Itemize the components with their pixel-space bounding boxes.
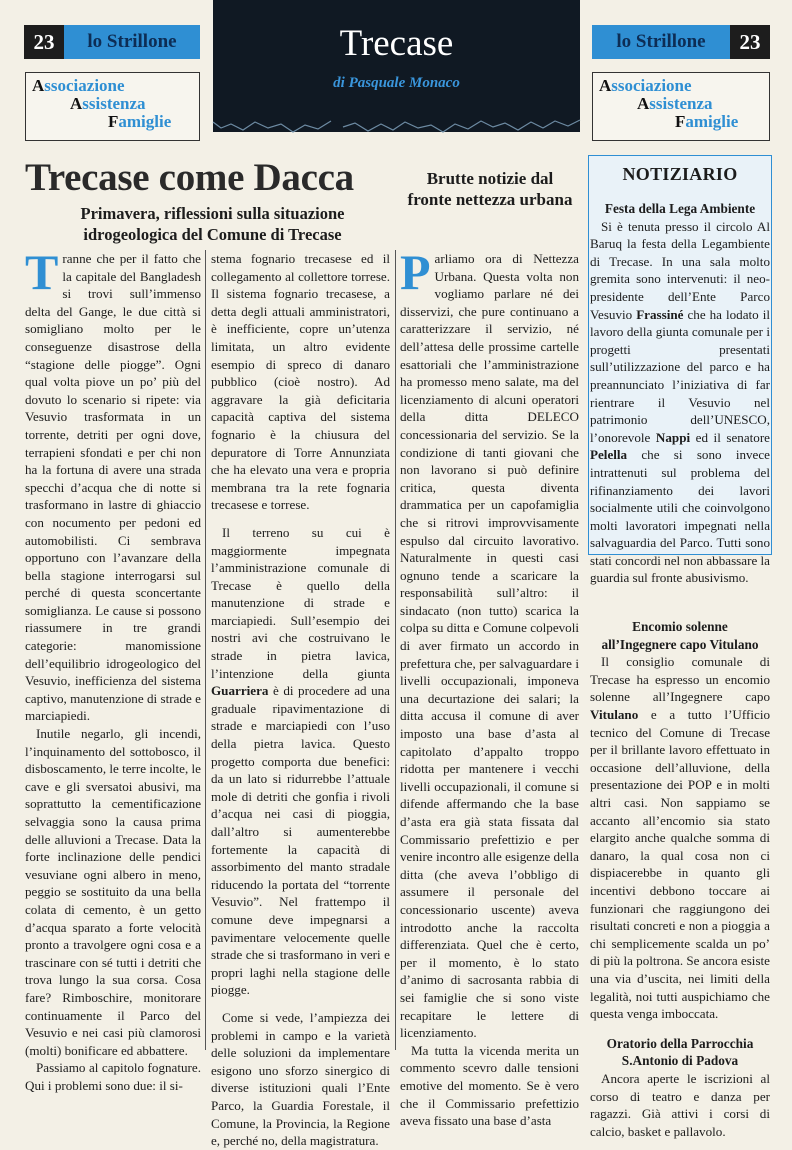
bold-name: Frassiné bbox=[636, 306, 684, 322]
article-paragraph bbox=[211, 524, 390, 999]
bold-name: Pelella bbox=[590, 447, 628, 463]
article-paragraph bbox=[25, 244, 201, 725]
text: Il consiglio comunale di Trecase ha espresso un encomio solenne all’Ingegnere capo bbox=[590, 654, 770, 705]
torn-edge-decoration bbox=[213, 112, 580, 138]
news-item-heading: S.Antonio di Padova bbox=[621, 1053, 739, 1069]
news-item bbox=[590, 1035, 770, 1141]
article-paragraph: stema fognario trecasese ed il collegamento al collettore torrese. Il sistema fognario trecasese, a detta degli attuali amministratori, è inefficiente, copre un’utenza limitata, un altro evidente esempio di spreco di danaro pubblico (cioè nostro). Ad aggravare la già deficitaria capacità captiva del sistema fognario è la chiusura del depuratore di Torre Annunziata che ha elevato una vera e propria membrana tra la rete fognaria trecasese e torrese. bbox=[211, 251, 390, 513]
news-item-heading: Encomio solenne bbox=[632, 619, 728, 635]
article-paragraph: Inutile negarlo, gli incendi, l’inquinamento del sottobosco, il disboscamento, le terre incolte, le cave e gli sversatoi abusivi, ma soprattutto la cementificazione selvaggia sono la causa prima delle alluvioni a Trecase. Data la forte inclinazione delle pendici vesuviane ogni albero in meno, peggio se sostituito da una bella colata di cemento, è un getto d’acqua sparato a forte velocità pronto a travolgere ogni cosa e a trascinare con sé tutti i detriti che trova lungo la sua corsa. Cosa fare? Rimboschire, monitorare continuamente il Parco del Vesuvio e nei casi più clamorosi (molti) bonificare ed abbattere. bbox=[25, 726, 201, 1058]
assoc-initial: A bbox=[599, 76, 612, 95]
text: e a tutto l’Ufficio tecnico del Comune di Trecase per il brillante lavoro effettuato in occasione dell’alluvione, della presentazione dei POP e in molti altri casi. Non sappiamo se accanto all’encomio sia stato elargito anche qualche somma di danaro, la qual cosa non ci dispiacerebbe in quanto gli incentivi debbono toccare ai funzionari che raggiungono dei risultati concreti e non a pioggia a chi semplicemente scalda un po’ di più la poltrona. Se ancora esiste una via d’uscita, nei limiti della legalità, noi tutti auspichiamo che questa venga imboccata. bbox=[590, 707, 770, 1022]
section-name-right: lo Strillone bbox=[592, 25, 730, 59]
drop-cap: T bbox=[25, 244, 59, 300]
news-item-text bbox=[590, 653, 770, 1022]
assoc-initial: F bbox=[675, 112, 686, 131]
news-item-heading: Oratorio della Parrocchia bbox=[606, 1035, 754, 1051]
assoc-word: ssociazione bbox=[611, 76, 692, 95]
assoc-initial: A bbox=[70, 94, 83, 113]
byline: di Pasquale Monaco bbox=[333, 75, 460, 91]
assoc-initial: F bbox=[108, 112, 119, 131]
news-item-text: Ancora aperte le iscrizioni al corso di teatro e danza per ragazzi. Già attivi i corsi di calcio, basket e pallavolo. bbox=[590, 1070, 770, 1139]
notiziario-title: NOTIZIARIO bbox=[622, 164, 738, 184]
column-divider bbox=[205, 250, 206, 1050]
paragraph-text: è di procedere ad una graduale ripavimentazione di strade e marciapiedi con l’uso della pietra lavica. Questo progetto comporta due benefici: da un lato si ridurrebbe l’attuale mole di detriti che gonfia i rivoli d’acqua nei casi di pioggia, dall’altro si aumenterebbe fortemente la capacità di assorbimento del manto stradale riducendo la portata del “torrente Vesuvio”. Nel frattempo il comune deve impegnarsi a pavimentare velocemente quelle strade che si trasformano in veri e propri laghi nella stagione delle piogge. bbox=[211, 683, 390, 998]
article-subheadline: Primavera, riflessioni sulla situazione idrogeologica del Comune di Trecase bbox=[80, 204, 345, 244]
news-item-text bbox=[590, 218, 770, 587]
paragraph-text: ranne che per il fatto che la capitale del Bangladesh si trovi sull’immenso delta del Gange, le due città si somigliano molto per le conseguenze disastrose della “stagione delle piogge”. Ogni qual volta piove un po’ più del dovuto lo scenario si ripete: via Vesuvio trasformata in un torrente, detriti per ogni dove, terrapieni sfondati e per chi non ha la fortuna di avere una strada specchi d’acqua che di notte si trasformano in lastre di ghiaccio con nocumento per pedoni ed automobilisti. Ci sembrava opportuno con l’avanzare della bella stagione interrogarsi sul perché di questa sconcertante somiglianza. Le cause si possono riassumere in tre grandi categorie: manomissione dell’equilibrio idrogeologico del Vesuvio, inefficienza del sistema captivo, manutenzione di strade e marciapiedi. bbox=[25, 251, 201, 724]
paragraph-text: Il terreno su cui è maggiormente impegnata l’amministrazione comunale di Trecase è quello della manutenzione di strade e marciapiedi. Sull’esempio dei nostri avi che costruivano le strade in pietra lavica, l’intenzione della giunta bbox=[211, 524, 390, 681]
page-number-left: 23 bbox=[24, 25, 64, 59]
article-paragraph: Ma tutta la vicenda merita un commento scevro dalle tensioni emotive del momento. Se è vero che il Commissario prefettizio aveva fissato una base d’asta bbox=[400, 1042, 579, 1129]
news-item bbox=[590, 200, 770, 587]
assoc-word: ssociazione bbox=[44, 76, 125, 95]
article-headline: Trecase come Dacca bbox=[25, 156, 354, 199]
assoc-word: amiglie bbox=[685, 112, 739, 131]
association-box-left bbox=[25, 72, 200, 141]
assoc-initial: A bbox=[637, 94, 650, 113]
article-paragraph bbox=[400, 244, 579, 1042]
section-name-left: lo Strillone bbox=[64, 25, 200, 59]
side-article-headline: Brutte notizie dal fronte nettezza urbana bbox=[407, 169, 573, 209]
page-header-right bbox=[592, 25, 770, 59]
news-item-heading: all’Ingegnere capo Vitulano bbox=[601, 636, 759, 652]
side-article-column bbox=[400, 244, 579, 1130]
masthead-title: Trecase bbox=[339, 23, 454, 64]
article-column-2 bbox=[211, 250, 390, 1150]
page-number-right: 23 bbox=[730, 25, 770, 59]
association-box-right bbox=[592, 72, 770, 141]
assoc-word: ssistenza bbox=[82, 94, 146, 113]
bold-name: Vitulano bbox=[590, 707, 639, 723]
column-divider bbox=[395, 250, 396, 1050]
text: che ha lodato il lavoro della giunta comunale per i progetti presentati sull’utilizzazione del parco e ha preannunciato l’iniziativa di far rientrare il Vesuvio nel patrimonio dell’UNESCO, l’onorevole bbox=[590, 306, 770, 445]
text: Si è tenuta presso il circolo Al Baruq la festa della Legambiente di Trecase. In una sala molto gremita sono intervenuti: il neo-presidente dell’Ente Parco Vesuvio bbox=[590, 218, 770, 322]
drop-cap: P bbox=[400, 244, 431, 300]
bold-name: Nappi bbox=[655, 429, 691, 445]
news-item bbox=[590, 618, 770, 1023]
notiziario-column bbox=[590, 200, 770, 1140]
page-header-left bbox=[24, 25, 200, 59]
article-paragraph: Come si vede, l’ampiezza dei problemi in campo e la varietà delle soluzioni da implementare esigono uno sforzo sinergico di diverse istituzioni quali l’Ente Parco, la Guardia Forestale, il Comune, la Provincia, la Regione e, perché no, della magistratura. bbox=[211, 1009, 390, 1149]
masthead bbox=[213, 0, 580, 132]
paragraph-text: arliamo ora di Nettezza Urbana. Questa volta non vogliamo parlare né dei disservizi, che pure continuano a caratterizzare il servizio, né dell’attesa delle prossime cartelle esattoriali che l’amministrazione ha promesso meno salate, ma del licenziamento di alcuni operatori della ditta DELECO concessionaria del servizio. Se la condizione di tanti giovani che non lavorano si può definire critica, questa diventa drammatica per un capofamiglia che si ritrovi improvvisamente espulso dal circuito lavorativo. Naturalmente in questi casi ognuno tende a scaricare la responsabilità sull’altro: il sindacato (non tutto) scarica la colpa su ditta e Comune colpevoli di aver firmato un accordo in prefettura che, per salvaguardare i livelli occupazionali, imponeva una decurtazione dei salari; la ditta accusa il comune di aver imposto una base d’asta al capitolato d’appalto troppo ridotta per mantenere i vecchi livelli occupazionali, il comune si difende affermando che la base d’asta era già stata fissata dal Commissario prefettizio e per venire incontro alle esigenze della ditta (che aveva l’obbligo di assumere il personale del concessionario uscente) aveva introdotto anche la raccolta differenziata. Quel che è certo, per il momento, è lo stato d’animo di sacrosanta rabbia di sei famiglie che si sono viste recapitare le lettere di licenziamento. bbox=[400, 251, 579, 1041]
news-item-heading: Festa della Lega Ambiente bbox=[604, 201, 756, 216]
text: ed il senatore bbox=[690, 429, 770, 445]
article-paragraph: Passiamo al capitolo fognature. Qui i problemi sono due: il si- bbox=[25, 1060, 201, 1093]
assoc-initial: A bbox=[32, 76, 45, 95]
text: che si sono invece intrattenuti sul problema del rifinanziamento dei lavori socialmente utili che coinvolgono molti lavoratori impegnati nella salvaguardia del Parco. Tutti sono stati concordi nel non abbassare la guardia sul fronte abusivismo. bbox=[590, 447, 770, 586]
assoc-word: amiglie bbox=[118, 112, 172, 131]
article-column-1 bbox=[25, 244, 201, 1095]
assoc-word: ssistenza bbox=[649, 94, 713, 113]
bold-name: Guarriera bbox=[211, 683, 269, 699]
